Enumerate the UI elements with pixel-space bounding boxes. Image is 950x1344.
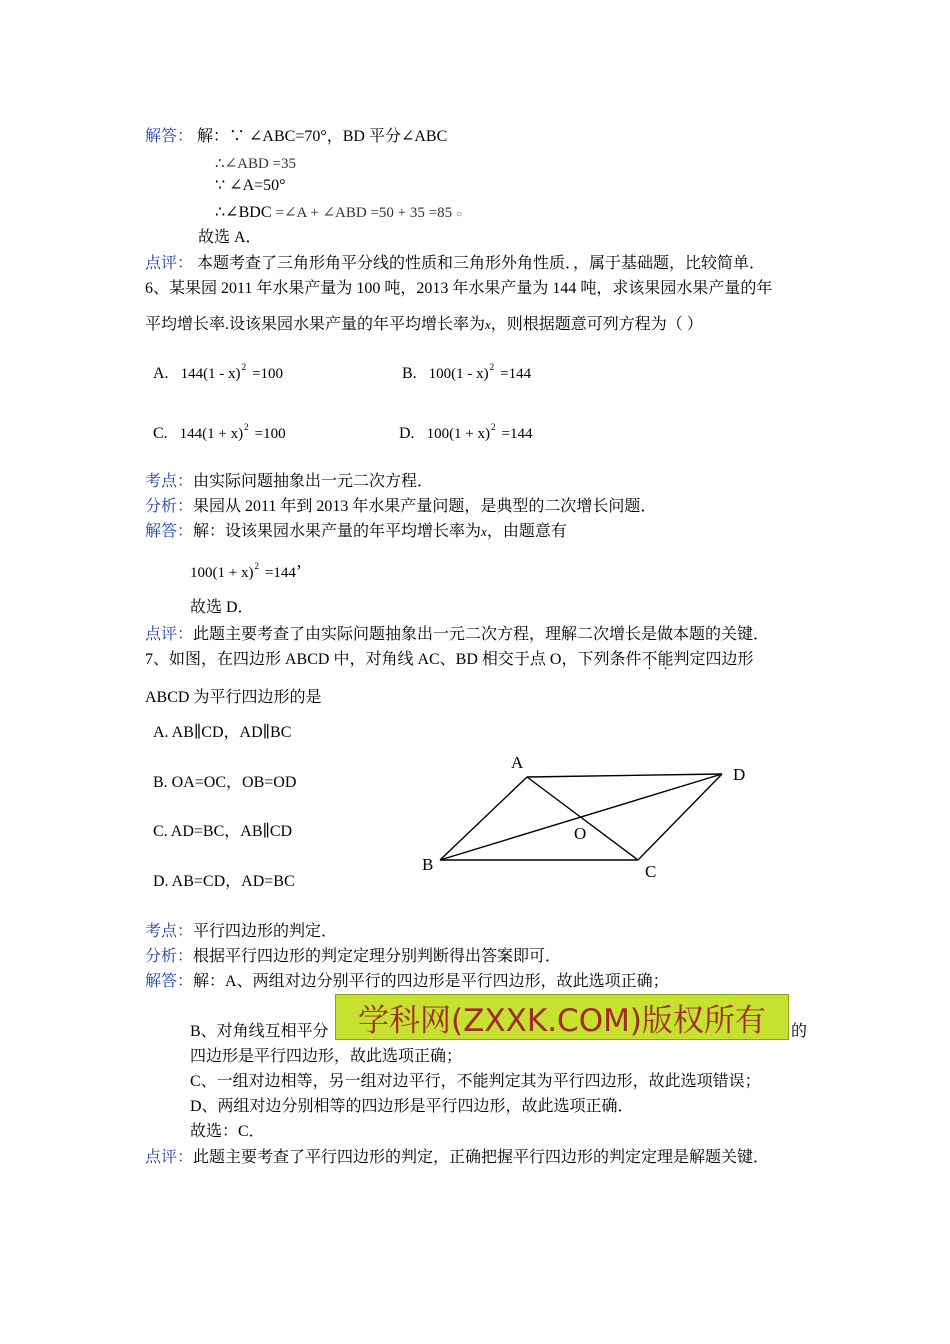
q6-equation	[190, 561, 302, 584]
answer-tag: 解答：	[145, 523, 194, 540]
option-rhs: =100	[254, 426, 286, 442]
comment-tag: 点评：	[145, 1149, 194, 1166]
fenxi-tag: 分析：	[145, 498, 194, 515]
q6-stem-line1: 6、某果园 2011 年水果产量为 100 吨，2013 年水果产量为 144 吨，求该果园水果产量的年	[145, 280, 773, 297]
kaodian-text: 由实际问题抽象出一元二次方程．	[193, 473, 434, 490]
q7-jieda-b-cont: 四边形是平行四边形，故此选项正确；	[190, 1048, 463, 1065]
q6-comment	[145, 625, 769, 645]
equation-end: ’	[295, 561, 302, 581]
option-rhs: =100	[252, 366, 284, 382]
option-label: A.	[153, 365, 169, 382]
exponent: 2	[241, 362, 247, 372]
comment-tag: 点评：	[145, 255, 194, 272]
q6-jieda	[145, 522, 567, 542]
q7-option-b: B. OA=OC，OB=OD	[153, 774, 297, 791]
q7-stem-line1	[145, 650, 754, 670]
option-rhs: =144	[501, 426, 533, 442]
variable-x: x	[481, 524, 487, 539]
q7-fenxi	[145, 947, 561, 967]
q7-stem-end: 判定四边形	[673, 651, 754, 668]
exponent: 2	[254, 561, 259, 571]
option-expr: 100(1 - x)	[428, 366, 489, 382]
q7-jieda	[145, 972, 669, 992]
option-label: C.	[153, 425, 168, 442]
q7-jieda-b-end: 的	[791, 1023, 808, 1040]
q7-jieda-d: D、两组对边分别相等的四边形是平行四边形，故此选项正确．	[190, 1098, 634, 1115]
side-ab	[440, 777, 527, 860]
q7-choice: 故选：C．	[190, 1123, 265, 1140]
q7-kaodian	[145, 922, 337, 942]
equation-rhs: =144	[264, 565, 296, 581]
q7-option-d: D. AB=CD，AD=BC	[153, 873, 295, 890]
kaodian-tag: 考点：	[145, 923, 194, 940]
vertex-label-b: B	[422, 855, 434, 874]
equation-expr: 100(1 + x)	[190, 565, 254, 581]
parallelogram-figure	[400, 745, 760, 885]
comment-text: 此题主要考查了平行四边形的判定，正确把握平行四边形的判定定理是解题关键．	[193, 1149, 770, 1166]
comment-text: 本题考查了三角形角平分线的性质和三角形外角性质．，属于基础题，比较简单．	[197, 255, 766, 272]
emphasis-char: 不	[641, 651, 658, 668]
emphasis-char: 能	[657, 651, 674, 668]
option-label: D.	[399, 425, 415, 442]
option-expr: 144(1 + x)	[179, 426, 244, 442]
answer-tag: 解答：	[145, 128, 194, 145]
q6-option-d	[399, 424, 532, 445]
vertex-label-c: C	[645, 862, 657, 881]
q5-step-abd: ∴∠ABD =35	[215, 156, 296, 172]
answer-text: 解：A、两组对边分别平行的四边形是平行四边形，故此选项正确；	[193, 973, 669, 990]
kaodian-tag: 考点：	[145, 473, 194, 490]
fenxi-text: 果园从 2011 年到 2013 年水果产量问题，是典型的二次增长问题．	[193, 498, 657, 515]
fenxi-text: 根据平行四边形的判定定理分别判断得出答案即可．	[193, 948, 562, 965]
option-label: B.	[402, 365, 417, 382]
point-label-o: O	[574, 824, 587, 843]
q7-option-c: C. AD=BC，AB∥CD	[153, 823, 293, 840]
option-expr: 144(1 - x)	[180, 366, 241, 382]
vertex-label-d: D	[733, 765, 746, 784]
variable-x: x	[485, 317, 491, 332]
q5-step-angle-a: ∵ ∠A=50°	[215, 177, 286, 194]
q7-jieda-b-start: B、对角线互相平分	[190, 1023, 329, 1040]
q6-stem-end: ，则根据题意可列方程为（ ）	[490, 316, 703, 333]
answer-tag: 解答：	[145, 973, 194, 990]
bdc-equation: =∠A + ∠ABD =50 + 35 =85	[275, 205, 453, 221]
vertex-label-a: A	[511, 753, 524, 772]
answer-end: ，由题意有	[486, 523, 567, 540]
q6-option-a	[153, 364, 283, 385]
comment-text: 此题主要考查了由实际问题抽象出一元二次方程，理解二次增长是做本题的关键．	[193, 626, 770, 643]
q5-choice: 故选 A．	[198, 229, 262, 246]
answer-text: 解：∵ ∠ABC=70°，BD 平分∠ABC	[197, 128, 448, 145]
q6-stem-text: 平均增长率.设该果园水果产量的年平均增长率为	[145, 316, 486, 333]
option-expr: 100(1 + x)	[426, 426, 491, 442]
q6-choice: 故选 D．	[190, 599, 254, 616]
answer-text: 解：设该果园水果产量的年平均增长率为	[193, 523, 482, 540]
q7-jieda-c: C、一组对边相等，另一组对边平行，不能判定其为平行四边形，故此选项错误；	[190, 1073, 761, 1090]
q5-comment	[145, 254, 765, 274]
q7-option-a: A. AB∥CD，AD∥BC	[153, 724, 292, 741]
option-rhs: =144	[500, 366, 532, 382]
q5-answer-line	[145, 127, 447, 147]
q6-kaodian	[145, 472, 433, 492]
diagonal-ac	[527, 777, 638, 860]
exponent: 2	[244, 422, 249, 432]
fenxi-tag: 分析：	[145, 948, 194, 965]
q7-stem-text: 7、如图，在四边形 ABCD 中，对角线 AC、BD 相交于点 O，下列条件	[145, 651, 642, 668]
q7-comment	[145, 1148, 769, 1168]
bdc-label: ∴∠BDC	[215, 204, 272, 221]
q5-step-bdc	[215, 203, 462, 225]
q7-stem-line2: ABCD 为平行四边形的是	[145, 689, 322, 706]
q6-fenxi	[145, 497, 656, 517]
degree-mark: ○	[456, 209, 463, 220]
q6-option-b	[402, 364, 531, 385]
exponent: 2	[489, 362, 495, 372]
q6-option-c	[153, 424, 286, 445]
q6-stem-line2	[145, 315, 703, 335]
exponent: 2	[491, 422, 496, 432]
copyright-watermark: 学科网(ZXXK.COM)版权所有	[335, 994, 789, 1040]
comment-tag: 点评：	[145, 626, 194, 643]
side-ad	[527, 774, 722, 777]
kaodian-text: 平行四边形的判定．	[193, 923, 338, 940]
